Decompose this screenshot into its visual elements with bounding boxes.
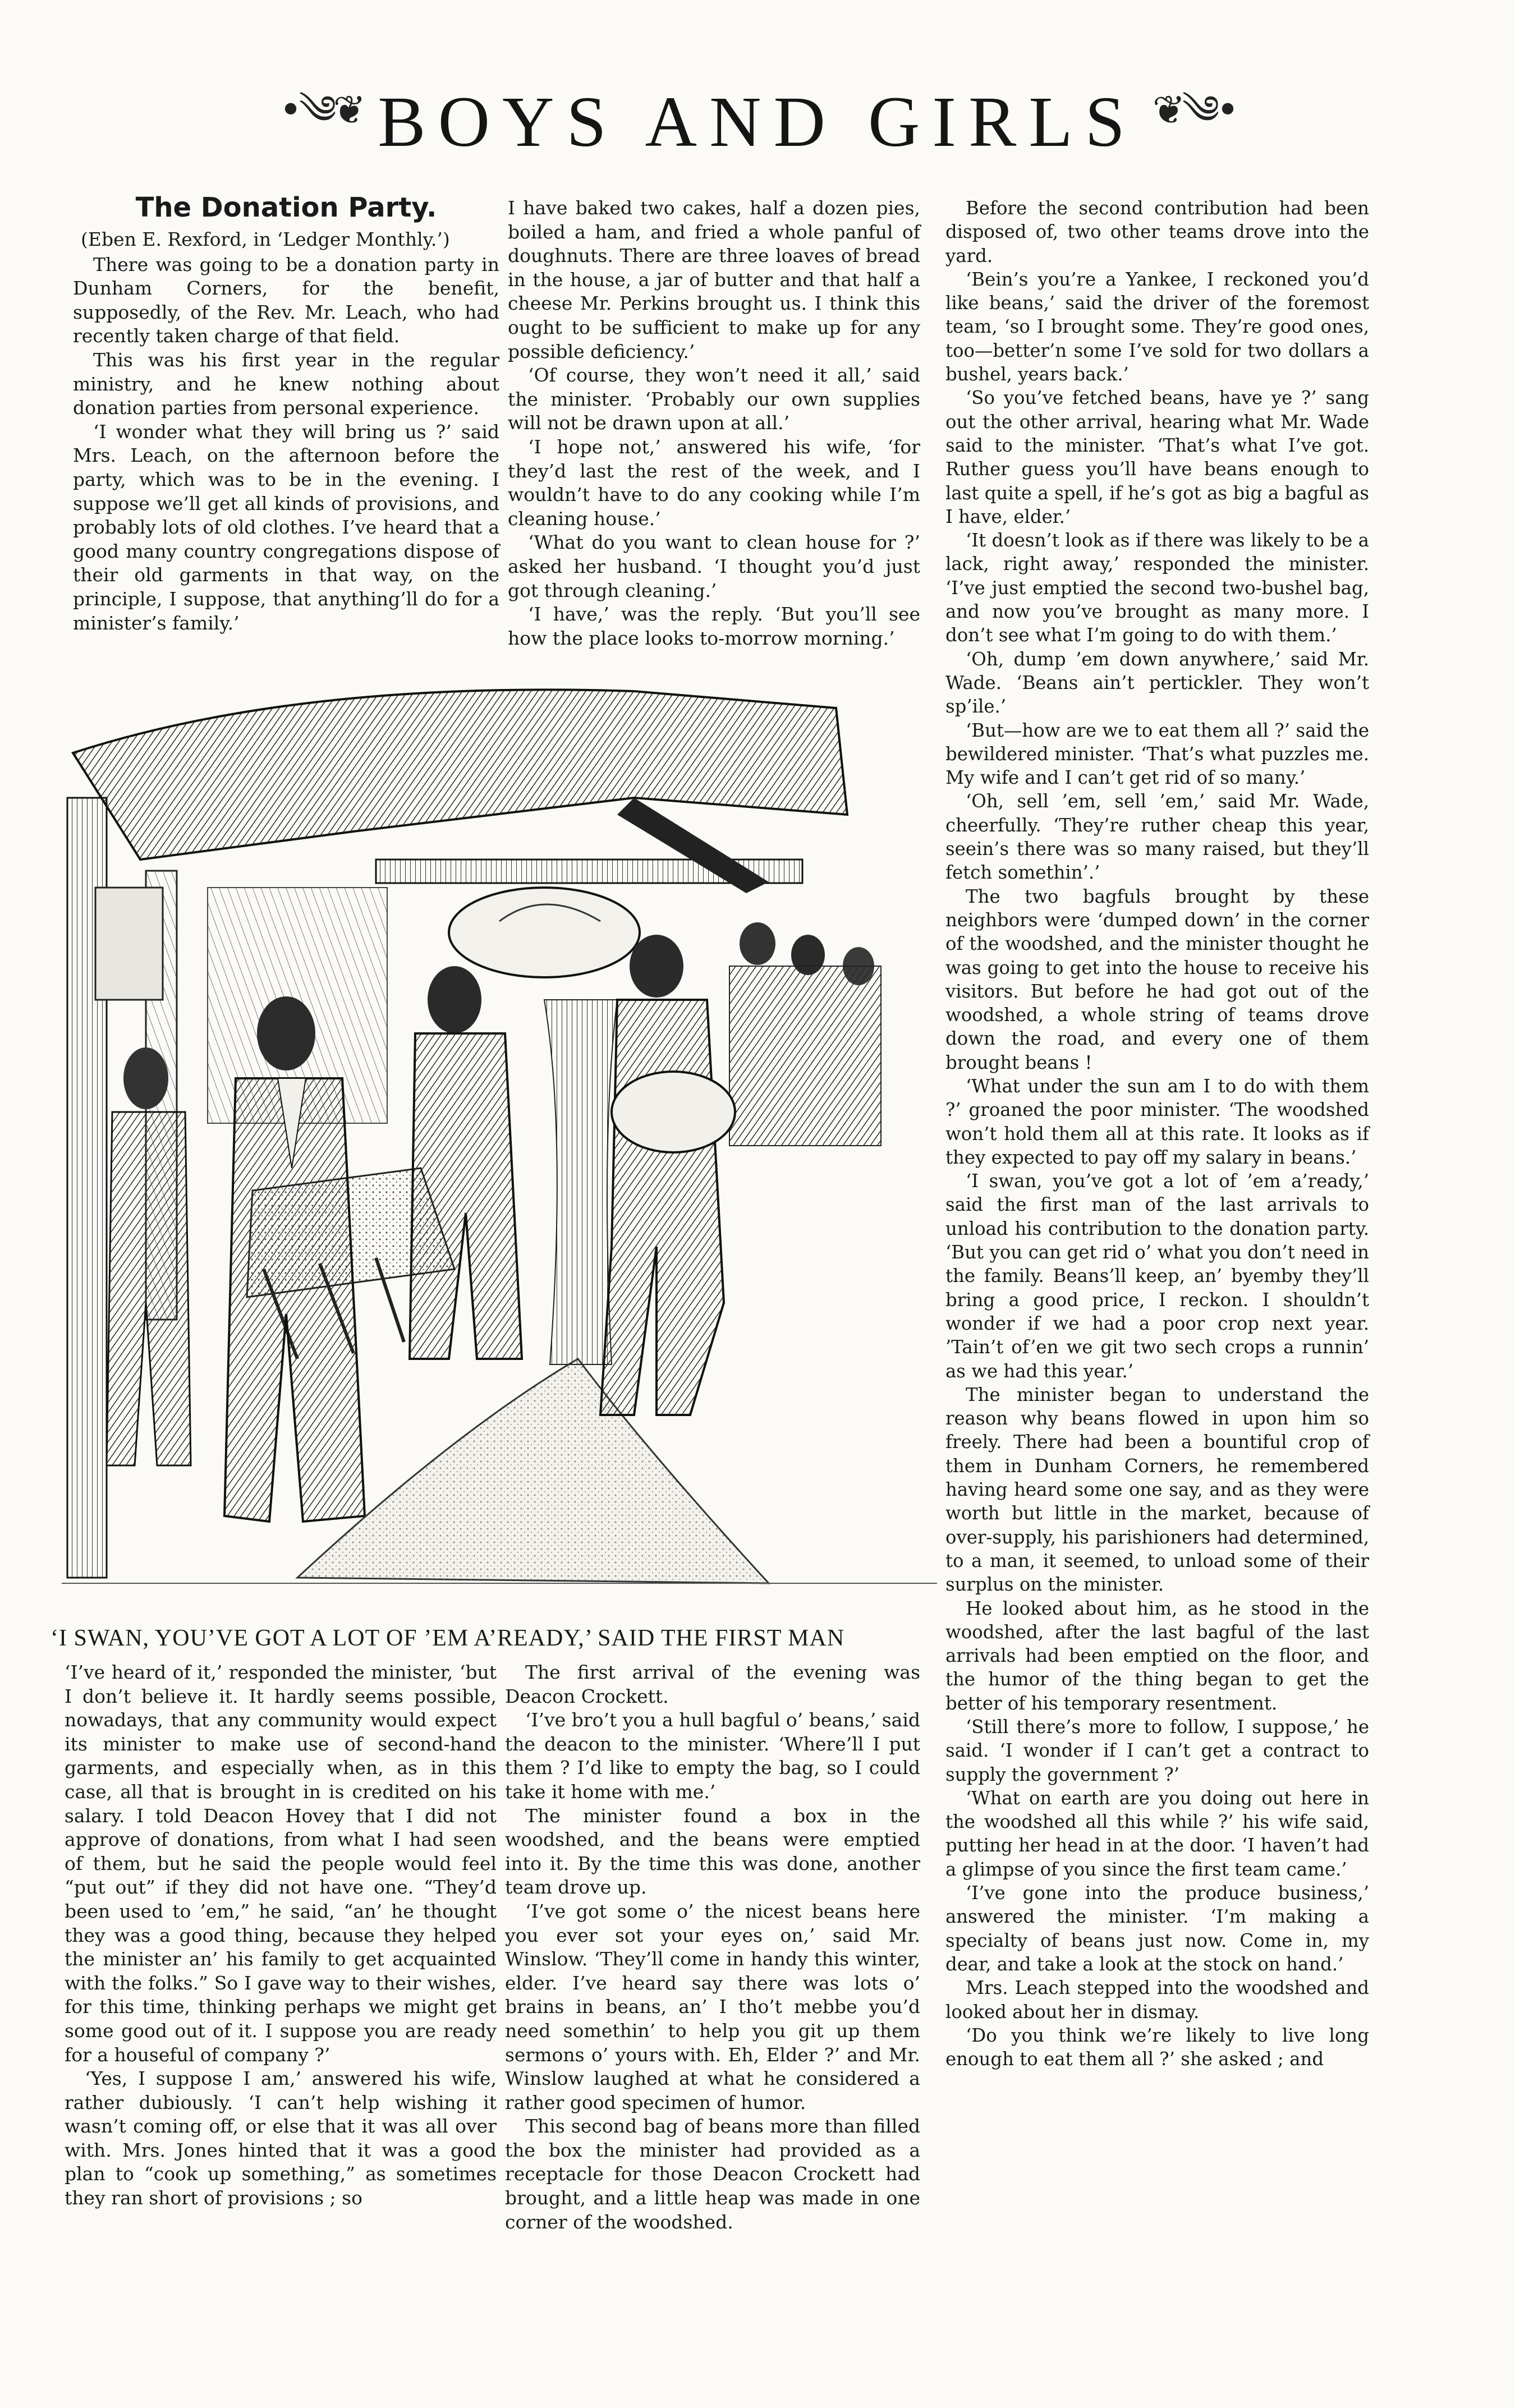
paragraph: ‘Bein’s you’re a Yankee, I reckoned you’d like beans,’ said the driver of the foremost team, ‘so I brought some. They’re good ones, too—better’n some I’ve sold for two dollars a bushel, years back.’	[945, 268, 1369, 385]
paragraph: ‘Of course, they won’t need it all,’ said the minister. ‘Probably our own supplies will not be drawn upon at all.’	[508, 364, 920, 434]
paragraph: The two bagfuls brought by these neighbors were ‘dumped down’ in the corner of the woodshed, and the minister thought he was going to get into the house to receive his visitors. But before he had got out of the woodshed, a whole string of teams drove down the road, and every one of them brought beans !	[945, 885, 1369, 1073]
article-byline: (Eben E. Rexford, in ‘Ledger Monthly.’)	[81, 228, 450, 250]
paragraph: ‘Oh, dump ’em down anywhere,’ said Mr. Wade. ‘Beans ain’t pertickler. They won’t sp’ile.’	[945, 648, 1369, 718]
paragraph: ‘Oh, sell ’em, sell ’em,’ said Mr. Wade, cheerfully. ‘They’re ruther cheap this year, seein’s there was so many raised, but they’ll fetch somethin’.’	[945, 791, 1369, 884]
paragraph: This second bag of beans more than filled the box the minister had provided as a receptacle for those Deacon Crockett had brought, and a little heap was made in one corner of the woodshed.	[505, 2115, 920, 2233]
column-1-top	[73, 191, 499, 635]
paragraph: ‘I’ve gone into the produce business,’ answered the minister. ‘I’m making a specialty of beans just now. Come in, my dear, and take a look at the stock on hand.’	[945, 1882, 1369, 1975]
paragraph: ‘I wonder what they will bring us ?’ said Mrs. Leach, on the afternoon before the party, which was to be in the evening. I suppose we’ll get all kinds of provisions, and probably lots of old clothes. I’ve heard that a good many country congregations dispose of their old garments in that way, on the principle, I suppose, that anything’ll do for a minister’s family.’	[73, 420, 499, 634]
paragraph: ‘I have,’ was the reply. ‘But you’ll see how the place looks to-morrow morning.’	[508, 603, 920, 649]
column-3	[945, 196, 1369, 2071]
paragraph: The minister found a box in the woodshed, and the beans were emptied into it. By the time this was done, another team drove up.	[505, 1804, 920, 1899]
paragraph: This was his first year in the regular ministry, and he knew nothing about donation parties from personal experience.	[73, 348, 499, 419]
paragraph: He looked about him, as he stood in the woodshed, after the last bagful of the last arrivals had been emptied on the floor, and the humor of the thing began to get the better of his temporary resentment.	[945, 1597, 1369, 1714]
paragraph: The first arrival of the evening was Deacon Crockett.	[505, 1661, 920, 1707]
paragraph: The minister began to understand the reason why beans flowed in upon him so freely. There had been a bountiful crop of them in Dunham Corners, he remembered having heard some one say, and as they were worth but little in the market, because of over-supply, his parishioners had determined, to a man, it seemed, to unload some of their surplus on the minister.	[945, 1384, 1369, 1596]
column-1-bottom	[65, 1661, 497, 2211]
illustration-caption: ‘I SWAN, YOU’VE GOT A LOT OF ’EM A’READY,’ SAID THE FIRST MAN	[50, 1625, 845, 1651]
paragraph: There was going to be a donation party in Dunham Corners, for the benefit, supposedly, of the Rev. Mr. Leach, who had recently taken charge of that field.	[73, 253, 499, 347]
woodshed-engraving-illustration	[62, 686, 937, 1586]
paragraph: ‘Do you think we’re likely to live long enough to eat them all ?’ she asked ; and	[945, 2024, 1369, 2070]
right-flourish-ornament: ❦༄•	[1152, 87, 1236, 133]
masthead	[0, 66, 1515, 162]
paragraph: ‘What on earth are you doing out here in the woodshed all this while ?’ his wife said, putting her head in at the door. ‘I haven’t had a glimpse of you since the first team came.’	[945, 1787, 1369, 1880]
paragraph: ‘Yes, I suppose I am,’ answered his wife, rather dubiously. ‘I can’t help wishing it wasn’t coming off, or else that it was all over with. Mrs. Jones hinted that it was a good plan to “cook up something,” as sometimes they ran short of provisions ; so	[65, 2067, 497, 2209]
paragraph: ‘But—how are we to eat them all ?’ said the bewildered minister. ‘That’s what puzzles me. My wife and I can’t get rid of so many.’	[945, 719, 1369, 789]
paragraph: ‘I hope not,’ answered his wife, ‘for they’d last the rest of the week, and I wouldn’t have to do any cooking while I’m cleaning house.’	[508, 435, 920, 530]
section-title: BOYS AND GIRLS	[378, 81, 1137, 162]
paragraph: ‘I’ve got some o’ the nicest beans here you ever sot your eyes on,’ said Mr. Winslow. ‘They’ll come in handy this winter, elder. I’ve heard say there was lots o’ brains in beans, an’ I tho’t mebbe you’d need somethin’ to help you git up them sermons o’ yours with. Eh, Elder ?’ and Mr. Winslow laughed at what he considered a rather good specimen of humor.	[505, 1900, 920, 2113]
paragraph: ‘I swan, you’ve got a lot of ’em a’ready,’ said the first man of the last arrivals to unload his contribution to the donation party. ‘But you can get rid o’ what you don’t need in the family. Beans’ll keep, an’ byemby they’ll bring a good price, I reckon. I shouldn’t wonder if we had a poor crop next year. ’Tain’t of’en we git two sech crops a runnin’ as we had this year.’	[945, 1170, 1369, 1382]
paragraph: ‘I’ve bro’t you a hull bagful o’ beans,’ said the deacon to the minister. ‘Where’ll I put them ? I’d like to empty the bag, so I could take it home with me.’	[505, 1709, 920, 1803]
column-2-bottom	[505, 1661, 920, 2234]
paragraph: ‘I’ve heard of it,’ responded the minister, ‘but I don’t believe it. It hardly seems possible, nowadays, that any community would expect its minister to make use of second-hand garments, and especially when, as in this case, all that is brought in is credited on his salary. I told Deacon Hovey that I did not approve of donations, from what I had seen of them, but he said the people would feel “put out” if they did not have one. “They’d been used to ’em,” he said, “an’ he thought they was a good thing, because they helped the minister an’ his family to get acquainted with the folks.” So I gave way to their wishes, for this time, thinking perhaps we might get some good out of it. I suppose you are ready for a houseful of company ?’	[65, 1661, 497, 2066]
article-title: The Donation Party.	[135, 192, 437, 223]
paragraph: Before the second contribution had been disposed of, two other teams drove into the yard.	[945, 197, 1369, 266]
paragraph: ‘What do you want to clean house for ?’ asked her husband. ‘I thought you’d just got through cleaning.’	[508, 531, 920, 601]
left-flourish-ornament: •༄❦	[279, 87, 363, 133]
column-2-top	[508, 196, 920, 650]
paragraph: ‘What under the sun am I to do with them ?’ groaned the poor minister. ‘The woodshed won’t hold them all at this rate. It looks as if they expected to pay off my salary in beans.’	[945, 1075, 1369, 1168]
paragraph: ‘So you’ve fetched beans, have ye ?’ sang out the other arrival, hearing what Mr. Wade said to the minister. ‘That’s what I’ve got. Ruther guess you’ll have beans enough to last quite a spell, if he’s got as big a bagful as I have, elder.’	[945, 387, 1369, 527]
paragraph: Mrs. Leach stepped into the woodshed and looked about her in dismay.	[945, 1977, 1369, 2023]
paragraph: ‘It doesn’t look as if there was likely to be a lack, right away,’ responded the minister. ‘I’ve just emptied the second two-bushel bag, and now you’ve brought as many more. I don’t see what I’m going to do with them.’	[945, 530, 1369, 646]
paragraph: I have baked two cakes, half a dozen pies, boiled a ham, and fried a whole panful of doughnuts. There are three loaves of bread in the house, a jar of butter and that half a cheese Mr. Perkins brought us. I think this ought to be sufficient to make up for any possible deficiency.’	[508, 197, 920, 362]
paragraph: ‘Still there’s more to follow, I suppose,’ he said. ‘I wonder if I can’t get a contract to supply the government ?’	[945, 1716, 1369, 1785]
